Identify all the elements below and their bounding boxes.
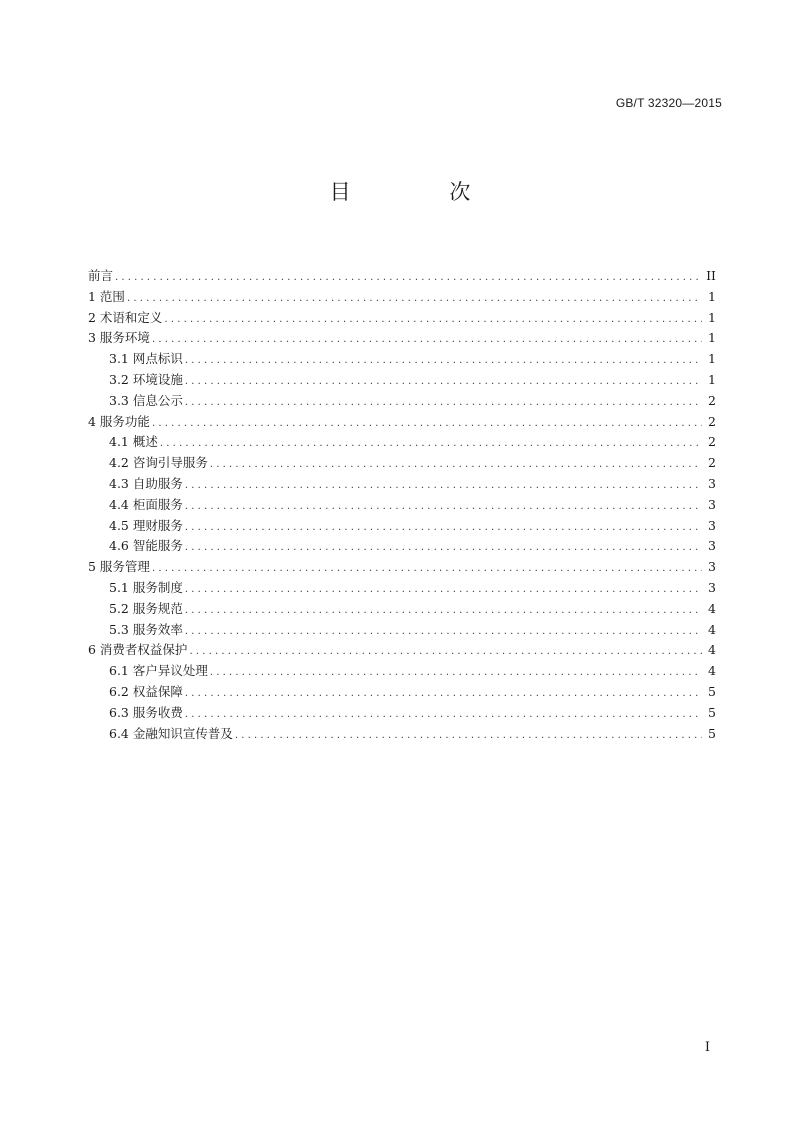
toc-dot-leader — [235, 730, 702, 741]
toc-dot-leader — [185, 626, 702, 637]
standard-code: GB/T 32320—2015 — [615, 96, 722, 110]
toc-entry-page: 1 — [708, 371, 716, 387]
toc-dot-leader — [185, 709, 702, 720]
toc-dot-leader — [152, 563, 702, 574]
toc-entry[interactable] — [88, 412, 716, 433]
toc-entry-page: 4 — [708, 663, 716, 679]
toc-dot-leader — [210, 459, 702, 470]
toc-entry-page: 2 — [708, 455, 716, 471]
toc-entry[interactable] — [88, 370, 716, 391]
toc-entry-page: 4 — [708, 642, 716, 658]
toc-entry[interactable] — [88, 599, 716, 620]
toc-entry-label: 4.2 咨询引导服务 — [109, 455, 208, 471]
toc-dot-leader — [115, 272, 700, 283]
toc-entry-page: 5 — [708, 704, 716, 720]
toc-dot-leader — [127, 293, 702, 304]
toc-dot-leader — [185, 501, 702, 512]
toc-entry[interactable] — [88, 724, 716, 745]
toc-entry[interactable] — [88, 703, 716, 724]
toc-dot-leader — [185, 376, 702, 387]
toc-dot-leader — [164, 314, 702, 325]
toc-dot-leader — [210, 667, 702, 678]
toc-entry-label: 5.1 服务制度 — [109, 579, 183, 595]
toc-entry-page: 3 — [708, 559, 716, 575]
toc-entry-page: 5 — [708, 683, 716, 699]
toc-dot-leader — [185, 397, 702, 408]
toc-entry[interactable] — [88, 557, 716, 578]
toc-dot-leader — [152, 418, 702, 429]
toc-entry-label: 4.1 概述 — [109, 434, 158, 450]
toc-entry-label: 5.2 服务规范 — [109, 600, 183, 616]
toc-entry-page: 2 — [708, 434, 716, 450]
toc-entry-label: 4.5 理财服务 — [109, 517, 183, 533]
toc-dot-leader — [185, 480, 702, 491]
toc-entry[interactable] — [88, 474, 716, 495]
toc-entry-page: 2 — [708, 413, 716, 429]
toc-entry-label: 3.1 网点标识 — [109, 351, 183, 367]
toc-dot-leader — [185, 542, 702, 553]
toc-dot-leader — [185, 688, 702, 699]
toc-entry[interactable] — [88, 287, 716, 308]
toc-dot-leader — [185, 584, 702, 595]
page-title: 目 次 — [329, 180, 517, 204]
toc-entry-label: 5.3 服务效率 — [109, 621, 183, 637]
toc-entry-label: 2 术语和定义 — [88, 309, 163, 325]
toc-entry-page: 3 — [708, 579, 716, 595]
toc-entry[interactable] — [88, 578, 716, 599]
toc-dot-leader — [185, 605, 702, 616]
toc-entry-page: 1 — [708, 351, 716, 367]
toc-entry-label: 前言 — [88, 268, 114, 283]
toc-entry-page: 3 — [708, 538, 716, 554]
toc-entry-label: 4 服务功能 — [88, 413, 150, 429]
toc-entry-label: 3.2 环境设施 — [109, 371, 183, 387]
toc-entry-page: 4 — [708, 621, 716, 637]
toc-entry-page: 3 — [708, 475, 716, 491]
toc-dot-leader — [185, 522, 702, 533]
page-number: I — [704, 1040, 710, 1055]
toc-entry[interactable] — [88, 349, 716, 370]
toc-entry-label: 6.1 客户异议处理 — [109, 663, 208, 679]
toc-entry-label: 6.4 金融知识宣传普及 — [109, 725, 233, 741]
toc-entry[interactable] — [88, 266, 716, 287]
toc-entry[interactable] — [88, 536, 716, 557]
table-of-contents — [88, 266, 716, 744]
toc-entry-label: 1 范围 — [88, 288, 125, 304]
toc-entry[interactable] — [88, 495, 716, 516]
toc-dot-leader — [189, 646, 702, 657]
toc-entry-page: 1 — [708, 309, 716, 325]
toc-entry-label: 3.3 信息公示 — [109, 392, 183, 408]
toc-entry-page: 5 — [708, 725, 716, 741]
toc-entry-label: 6 消费者权益保护 — [88, 642, 188, 658]
toc-entry[interactable] — [88, 620, 716, 641]
toc-entry[interactable] — [88, 308, 716, 329]
toc-dot-leader — [152, 334, 702, 345]
toc-entry-label: 4.4 柜面服务 — [109, 496, 183, 512]
toc-entry-label: 5 服务管理 — [88, 559, 150, 575]
toc-entry[interactable] — [88, 640, 716, 661]
toc-entry[interactable] — [88, 391, 716, 412]
toc-entry-label: 3 服务环境 — [88, 330, 150, 346]
toc-entry-label: 4.3 自助服务 — [109, 475, 183, 491]
toc-entry[interactable] — [88, 682, 716, 703]
toc-entry[interactable] — [88, 328, 716, 349]
toc-entry-page: II — [706, 268, 716, 283]
toc-entry-page: 1 — [708, 288, 716, 304]
toc-entry-page: 2 — [708, 392, 716, 408]
toc-dot-leader — [185, 355, 702, 366]
toc-dot-leader — [160, 438, 702, 449]
toc-entry-label: 6.2 权益保障 — [109, 683, 183, 699]
toc-entry-page: 3 — [708, 517, 716, 533]
toc-entry[interactable] — [88, 432, 716, 453]
toc-entry-label: 6.3 服务收费 — [109, 704, 183, 720]
toc-entry-page: 3 — [708, 496, 716, 512]
toc-entry[interactable] — [88, 661, 716, 682]
toc-entry[interactable] — [88, 516, 716, 537]
toc-entry-label: 4.6 智能服务 — [109, 538, 183, 554]
toc-entry-page: 1 — [708, 330, 716, 346]
toc-entry-page: 4 — [708, 600, 716, 616]
toc-entry[interactable] — [88, 453, 716, 474]
